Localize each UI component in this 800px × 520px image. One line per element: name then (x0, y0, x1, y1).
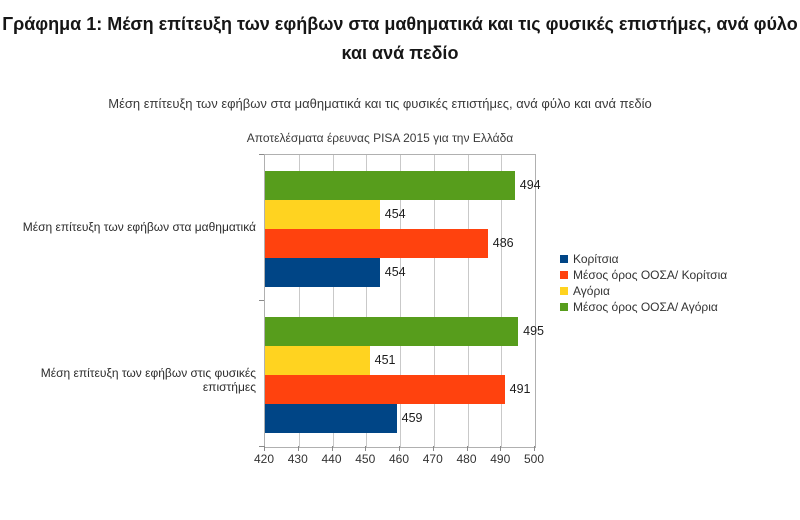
bar-value-label: 486 (492, 236, 514, 250)
x-axis-tick-label-420: 420 (253, 452, 275, 466)
document-title (0, 10, 800, 68)
bar-row (265, 171, 541, 200)
legend-swatch-icon (560, 255, 568, 263)
y-axis-tick (259, 154, 264, 155)
x-axis-tick-label-460: 460 (388, 452, 410, 466)
legend-swatch-icon (560, 303, 568, 311)
bar-row (265, 404, 535, 433)
x-axis-tick-480 (467, 446, 468, 451)
bar-value-label: 494 (519, 178, 541, 192)
x-axis-tick-430 (298, 446, 299, 451)
bar-value-label: 451 (374, 353, 396, 367)
bar-Μέσος όρος ΟΟΣΑ/ Κορίτσια-cat1[interactable] (265, 229, 488, 258)
category-label-1: Μέση επίτευξη των εφήβων στα μαθηματικά (22, 220, 256, 234)
y-axis-tick (259, 300, 264, 301)
bar-value-label: 454 (384, 265, 406, 279)
bar-row (265, 258, 535, 287)
x-axis-tick-490 (500, 446, 501, 451)
legend (560, 251, 727, 315)
x-axis-tick-label-430: 430 (287, 452, 308, 466)
chart-subtitle: Αποτελέσματα έρευνας PISA 2015 για την Ελλάδα (246, 131, 514, 145)
x-axis-tick-500 (534, 446, 535, 451)
legend-item-Μέσος όρος ΟΟΣΑ/ Αγόρια (560, 299, 727, 315)
x-axis-tick-label-480: 480 (456, 452, 477, 466)
bar-Μέσος όρος ΟΟΣΑ/ Κορίτσια-cat2[interactable] (265, 375, 505, 404)
legend-label: Αγόρια (573, 284, 610, 298)
legend-item-Κορίτσια (560, 251, 727, 267)
bar-Αγόρια-cat2[interactable] (265, 346, 370, 375)
document-title-line-1: Γράφημα 1: Μέση επίτευξη των εφήβων στα μαθηματικά και τις φυσικές επιστήμες, ανά φύλο (2, 14, 798, 34)
bar-value-label: 454 (384, 207, 406, 221)
bar-group-2 (265, 301, 544, 447)
bar-group-1 (265, 155, 541, 301)
bar-value-label: 495 (523, 324, 544, 338)
legend-item-Αγόρια (560, 283, 727, 299)
x-axis-tick-450 (365, 446, 366, 451)
legend-swatch-icon (560, 287, 568, 295)
plot-area (264, 154, 544, 448)
legend-label: Μέσος όρος ΟΟΣΑ/ Αγόρια (573, 300, 718, 314)
bar-Κορίτσια-cat1[interactable] (265, 258, 380, 287)
bar-row (265, 200, 535, 229)
x-axis-tick-470 (433, 446, 434, 451)
x-axis-tick-label-450: 450 (355, 452, 376, 466)
bar-Μέσος όρος ΟΟΣΑ/ Αγόρια-cat1[interactable] (265, 171, 515, 200)
x-axis-tick-440 (332, 446, 333, 451)
x-axis-tick-label-490: 490 (490, 452, 511, 466)
category-label-2: Μέση επίτευξη των εφήβων στις φυσικές επιστήμες (40, 366, 256, 394)
bar-row (265, 229, 535, 258)
x-axis-tick-label-440: 440 (321, 452, 342, 466)
x-axis-tick-420 (264, 446, 265, 451)
bar-Κορίτσια-cat2[interactable] (265, 404, 397, 433)
bar-row (265, 375, 535, 404)
chart-title: Μέση επίτευξη των εφήβων στα μαθηματικά και τις φυσικές επιστήμες, ανά φύλο και ανά πεδίο (108, 96, 652, 111)
legend-label: Μέσος όρος ΟΟΣΑ/ Κορίτσια (573, 268, 728, 282)
x-axis-tick-label-470: 470 (422, 452, 443, 466)
x-axis-tick-460 (399, 446, 400, 451)
legend-label: Κορίτσια (573, 252, 619, 266)
legend-item-Μέσος όρος ΟΟΣΑ/ Κορίτσια (560, 267, 727, 283)
bar-value-label: 459 (401, 411, 423, 425)
bar-Μέσος όρος ΟΟΣΑ/ Αγόρια-cat2[interactable] (265, 317, 518, 346)
bar-Αγόρια-cat1[interactable] (265, 200, 380, 229)
bar-row (265, 317, 544, 346)
x-axis-tick-label-500: 500 (523, 452, 545, 466)
document-title-line-2: και ανά πεδίο (341, 43, 459, 63)
legend-swatch-icon (560, 271, 568, 279)
bar-row (265, 346, 535, 375)
bar-value-label: 491 (509, 382, 531, 396)
